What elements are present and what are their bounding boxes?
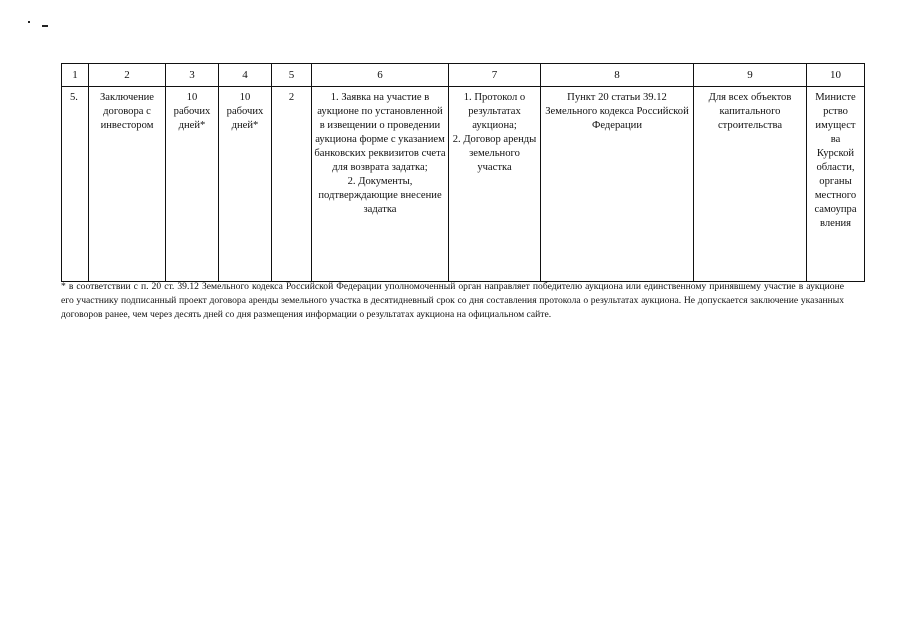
- legal-basis-cell: Пункт 20 статьи 39.12 Земельного кодекса Российской Федерации: [541, 87, 694, 282]
- scan-speck: [28, 21, 30, 23]
- procedure-table: [61, 63, 865, 282]
- term-cell: 10 рабочих дней*: [166, 87, 219, 282]
- procedure-name-cell: Заключение договора с инвестором: [89, 87, 166, 282]
- row-number-cell: 5.: [62, 87, 89, 282]
- column-number: 9: [694, 64, 807, 87]
- count-cell: 2: [272, 87, 312, 282]
- column-number: 2: [89, 64, 166, 87]
- column-number: 10: [807, 64, 865, 87]
- column-number: 4: [219, 64, 272, 87]
- scan-speck: [42, 25, 48, 27]
- responsible-body-cell: Министе рство имущест ва Курской области, органы местного самоупра вления: [807, 87, 865, 282]
- column-number-row: [62, 64, 865, 87]
- column-number: 6: [312, 64, 449, 87]
- column-number: 8: [541, 64, 694, 87]
- column-number: 3: [166, 64, 219, 87]
- result-cell: 1. Протокол о результатах аукциона; 2. Договор аренды земельного участка: [449, 87, 541, 282]
- table-row: [62, 87, 865, 282]
- column-number: 7: [449, 64, 541, 87]
- documents-cell: 1. Заявка на участие в аукционе по установленной в извещении о проведении аукциона форме с указанием банковских реквизитов счета для возврата задатка; 2. Документы, подтверждающие внесение задатка: [312, 87, 449, 282]
- term-cell: 10 рабочих дней*: [219, 87, 272, 282]
- footnote: * в соответствии с п. 20 ст. 39.12 Земельного кодекса Российской Федерации уполномоченный орган направляет победителю аукциона или единственному принявшему участие в аукционе его участнику подписанный проект договора аренды земельного участка в десятидневный срок со дня составления протокола о результатах аукциона. Не допускается заключение указанных договоров ранее, чем через десять дней со дня размещения информации о результатах аукциона на официальном сайте.: [61, 281, 844, 320]
- column-number: 1: [62, 64, 89, 87]
- column-number: 5: [272, 64, 312, 87]
- scope-cell: Для всех объектов капитального строительства: [694, 87, 807, 282]
